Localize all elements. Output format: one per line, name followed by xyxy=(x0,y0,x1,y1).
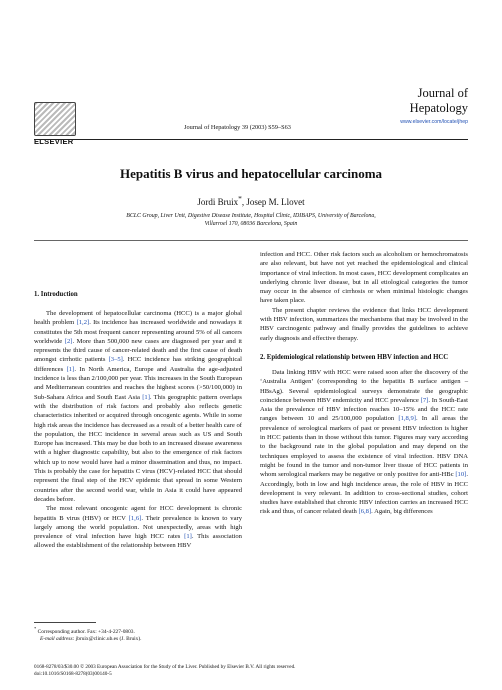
article-authors xyxy=(34,194,468,207)
title-divider xyxy=(34,240,468,241)
article-title: Hepatitis B virus and hepatocellular carcinoma xyxy=(119,166,383,181)
reference-link[interactable]: [1,6] xyxy=(128,514,142,522)
journal-url-link[interactable]: www.elsevier.com/locate/jhep xyxy=(400,119,468,125)
email-label: E-mail address: xyxy=(40,635,75,642)
journal-name-line1: Journal of xyxy=(417,86,468,100)
footnote xyxy=(34,625,242,643)
paragraph: Data linking HBV with HCC were raised soon after the discovery of the ‘Australia Antigen’ (corresponding to the hepatitis B surface antigen – HBsAg). Several epidemiological surveys demonstrate the geographic coincidence between HBV endemicity and HCC prevalence [7]. In South-East Asia the prevalence of HBV infection reaches 10–15% and the HCC rate ranges between 10 and 25/100,000 population [1,8,9]. In all areas the prevalence of serological markers of past or present HBV infection is higher in HCC patients than in those without this tumor. Figures may vary according to the background rate in the global population and may depend on the techniques employed to assess the existence of viral infection. HBV DNA might be found in the tumor and non-tumor liver tissue of HCC patients in whom serological markers may be negative or only positive for anti-HBc [10]. Accordingly, both in low and high incidence areas, the role of HBV in HCC development is very relevant. In addition to cross-sectional studies, cohort studies have established that chronic HBV infection carries an increased HCC risk and thus, of cancer related death [6,8]. Again, big differences xyxy=(260,368,468,516)
reference-link[interactable]: [6,8] xyxy=(358,508,372,516)
reference-link[interactable]: [1] xyxy=(184,533,192,541)
corresponding-mark[interactable]: * xyxy=(238,194,242,203)
reference-link[interactable]: [2] xyxy=(64,337,73,345)
doi-line: doi:10.1016/S0168-8278(03)00140-5 xyxy=(34,671,112,677)
header-divider xyxy=(34,139,468,140)
footnote-divider xyxy=(34,622,96,623)
author-bruix: Jordi Bruix xyxy=(197,197,239,207)
right-column xyxy=(260,250,468,517)
reference-link[interactable]: [10] xyxy=(455,471,467,479)
affiliation xyxy=(80,212,422,229)
footnote-mark: * xyxy=(34,626,37,631)
section-heading-introduction: 1. Introduction xyxy=(34,291,78,298)
affiliation-line-1: BCLC Group, Liver Unit, Digestive Disease Institute, Hospital Clinic, IDIBAPS, University of Barcelona, xyxy=(126,213,376,219)
elsevier-tree-icon xyxy=(34,102,76,136)
copyright-footer xyxy=(34,664,468,678)
email-link[interactable]: jbruix@clinic.ub.es (J. Bruix). xyxy=(75,635,142,642)
journal-header xyxy=(34,0,468,150)
reference-link[interactable]: [1,8,9] xyxy=(398,415,416,423)
journal-citation: Journal of Hepatology 39 (2003) S59–S63 xyxy=(184,124,291,131)
paragraph: The present chapter reviews the evidence that links HCC development with HBV infection, summarizes the mechanisms that may be involved in the HBV carcinogenic pathway and finally provides the guidelines to achieve early diagnosis and effective therapy. xyxy=(260,306,468,342)
paragraph: The development of hepatocellular carcinoma (HCC) is a major global health problem [1,2]. Its incidence has increased worldwide and nowadays it constitutes the 5th most frequent cancer representing around 5% of all cancers worldwide [2]. More than 500,000 new cases are diagnosed per year and it represents the third cause of cancer-related death and the first cause of death amongst cirrhotic patients [3–5]. HCC incidence has striking geographical differences [1]. In North America, Europe and Australia the age-adjusted incidence is less than 2/100,000 per year. This increases in the South European and Mediterranean countries and reaches the highest scores (>50/100,000) in Sub-Sahara Africa and South East Asia [1]. This geographic pattern overlaps with the distribution of risk factors and probably also reflects genetic characteristics inherited or acquired through oncogenic agents. While in some high risk areas the incidence has decreased as a result of a better health care of the population, the HCC incidence in several areas such as US and South Europe has increased. This may be due both to an increased disease awareness with a higher diagnostic capability, but also to the emergence of risk factors which up to now would have had a minor dissemination and thus, no impact. This is probably the case for hepatitis C virus (HCV)-related HCC that should represent the final step of the HCV epidemic that spread in some Western countries after the second world war, while in Asia it could have appeared decades before. xyxy=(34,310,243,503)
left-column xyxy=(34,250,242,551)
publisher-name: ELSEVIER xyxy=(34,137,74,146)
reference-link[interactable]: [1] xyxy=(66,365,75,373)
corresponding-author-note: Corresponding author. Fax: +34-4-227-0803. xyxy=(37,628,135,635)
author-llovet: , Josep M. Llovet xyxy=(241,197,305,207)
reference-link[interactable]: [3–5] xyxy=(108,356,123,364)
reference-link[interactable]: [7] xyxy=(420,396,429,404)
paragraph: The most relevant oncogenic agent for HCC development is chronic hepatitis B virus (HBV) or HCV [1,6]. Their prevalence is known to vary largely among the world population. Not unexpectedly, areas with high prevalence of viral infection have high HCC rates [1]. This association allowed the establishment of the relationship between HBV xyxy=(34,505,242,550)
copyright-line: 0168-8278/03/$30.00 © 2003 European Association for the Study of the Liver. Published by Elsevier B.V. All rights reserved. xyxy=(34,664,296,670)
journal-title-box xyxy=(392,86,468,125)
affiliation-line-2: Villarroel 170, 08036 Barcelona, Spain xyxy=(204,221,298,228)
journal-name-line2: Hepatology xyxy=(409,101,468,115)
section-heading-epidemiology: 2. Epidemiological relationship between HBV infection and HCC xyxy=(260,353,449,361)
paragraph: infection and HCC. Other risk factors such as alcoholism or hemochromatosis are also relevant, but have not yet reached the epidemiological and clinical importance of viral infection. In most cases, HCC development complicates an underlying chronic liver disease, but in all etiological categories the tumor may occur in the absence of cirrhosis or when minimal histologic changes have taken place. xyxy=(260,251,469,305)
reference-link[interactable]: [1] xyxy=(142,393,150,401)
reference-link[interactable]: [1,2] xyxy=(76,319,90,327)
